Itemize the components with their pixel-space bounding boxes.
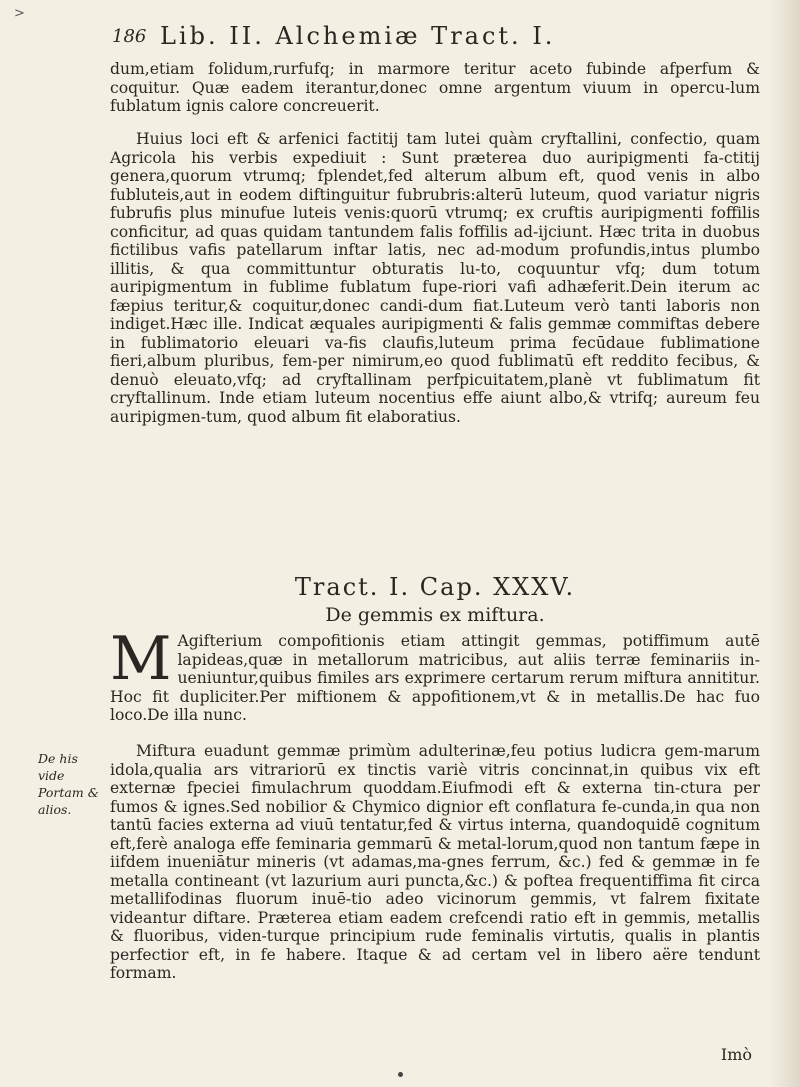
- page-number: 186: [112, 26, 147, 47]
- ink-dot: [398, 1072, 403, 1077]
- paragraph-mistura: [110, 742, 760, 983]
- marginal-note-line: De his vide: [38, 751, 78, 783]
- page-header: [112, 20, 752, 56]
- paragraph-continuation: [110, 60, 760, 116]
- catchword: Imò: [720, 1045, 752, 1064]
- paragraph-magisterium: [110, 624, 760, 725]
- paragraph-text: Huius loci eft & arfenici factitij tam lutei quàm cryftallini, confectio, quam Agricola his verbis expediuit : Sunt præterea duo auripigmenti fa-ctitij genera,quorum vtrumq; fplendet,fed alterum album eft, quod venis in albo fubluteis,aut in eodem diftinguitur fubrubris:alterū luteum, quod variatur nigris fubrufis plus minufue luteis venis:quorū vtrumq; ex cruftis auripigmenti foffilis conficitur, ad quas quidam tantundem falis foffilis ad-ijciunt. Hæc trita in duobus fictilibus vafis patellarum inftar latis, nec ad-modum profundis,intus plumbo illitis, & qua committuntur obturatis lu-to, coquuntur vfq; dum totum auripigmentum in fublime fublatum fupe-riori vafi adhæferit.Dein iterum ac fæpius teritur,& coquitur,donec candi-dum fiat.Luteum verò tanti laboris non indiget.Hæc ille. Indicat æquales auripigmenti & falis gemmæ commiftas debere in fublimatorio eleuari va-fis claufis,luteum prima fecūdaue fublimatione fieri,album pluribus, fem-per nimirum,eo quod fublimatū eft reddito fecibus, & denuò eleuato,vfq; ad cryftallinam perfpicuitatem,planè vt fublimatum fit cryftallinum. Inde etiam luteum nocentius effe aiunt albo,& vtrifq; aureum feu auripigmen-tum, quod album fit elaboratius.: [110, 130, 760, 426]
- page-edge-shadow: [770, 0, 800, 1087]
- chapter-title: De gemmis ex miftura.: [325, 604, 545, 626]
- marginal-note-line: alios.: [38, 802, 72, 817]
- paragraph-body: [110, 624, 760, 725]
- marginal-note-line: Portam &: [38, 785, 99, 800]
- paragraph-text: Miftura euadunt gemmæ primùm adulterinæ,feu potius ludicra gem-marum idola,qualia ars vitrariorū ex tinctis variè vitris concinnat,in quibus vix eft externæ fpeciei fimulachrum quoddam.Eiufmodi eft & externa tin-ctura per fumos & ignes.Sed nobilior & Chymico dignior eft conflatura fe-cunda,in qua non tantū facies externa ad viuū tentatur,fed & virtus interna, quandoquidē cognitum eft,ferè analoga effe feminaria gemmarū & metal-lorum,quod non tantum fæpe in iifdem inueniātur mineris (vt adamas,ma-gnes ferrum, &c.) fed & gemmæ in fe metalla contineant (vt lazurium auri puncta,&c.) & poftea frequentiffima fit circa metallifodinas fluorum inuē-tio adeo vicinorum gemmis, vt falrem fixitate videantur diftare. Præterea etiam eadem crefcendi ratio eft in gemmis, metallis & fluoribus, viden-turque principium rude feminalis virtutis, qualis in plantis perfectior eft, in fe habere. Itaque & ad certam vel in libero aëre tendunt formam.: [110, 742, 760, 982]
- drop-cap: M: [110, 624, 172, 694]
- running-head: Lib. II. Alchemiæ Tract. I.: [160, 22, 556, 50]
- marginal-note: [38, 750, 106, 818]
- page-corner-mark: >: [14, 6, 25, 21]
- paragraph-arsenic: [110, 130, 760, 426]
- paragraph-text: Agifterium compofitionis etiam attingit gemmas, potiffimum autē lapideas,quæ in metallorum matricibus, aut aliis terræ feminariis in-ueniuntur,quibus fimiles ars exprimere certarum rerum miftura annititur. Hoc fit dupliciter.Per miftionem & appofitionem,vt & in metallis.De hac fuo loco.De illa nunc.: [110, 632, 760, 724]
- paragraph-text: dum,etiam folidum,rurfufq; in marmore teritur aceto fubinde afperfum & coquitur. Quæ eadem iterantur,donec omne argentum viuum in opercu-lum fublatum ignis calore concreuerit.: [110, 60, 760, 115]
- chapter-heading: Tract. I. Cap. XXXV.: [294, 573, 576, 601]
